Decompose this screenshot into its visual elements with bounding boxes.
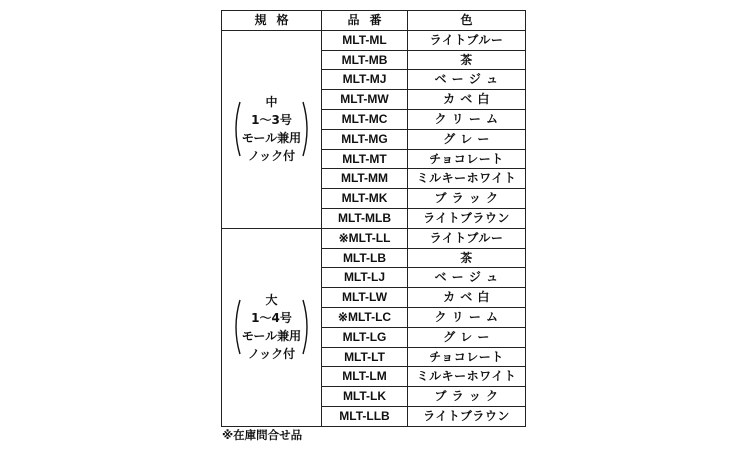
product-code: MLT-LT xyxy=(322,347,408,367)
spec-cell xyxy=(222,30,322,228)
product-code: ※MLT-LL xyxy=(322,228,408,248)
product-color: チョコレート xyxy=(408,149,526,169)
table-row xyxy=(222,30,526,50)
product-code: MLT-ML xyxy=(322,30,408,50)
product-code: MLT-LJ xyxy=(322,268,408,288)
product-color: 茶 xyxy=(408,50,526,70)
product-color: グ レ ー xyxy=(408,129,526,149)
spec-line: ノック付 xyxy=(247,346,296,361)
table-body xyxy=(222,30,526,426)
product-color: ライトブルー xyxy=(408,228,526,248)
paren-right-icon xyxy=(302,101,312,157)
product-code: MLT-MJ xyxy=(322,70,408,90)
product-code: ※MLT-LC xyxy=(322,307,408,327)
paren-left-icon xyxy=(231,299,241,355)
product-code: MLT-MW xyxy=(322,90,408,110)
product-code: MLT-LM xyxy=(322,367,408,387)
header-row xyxy=(222,11,526,31)
product-code: MLT-LB xyxy=(322,248,408,268)
product-color: ブ ラ ッ ク xyxy=(408,189,526,209)
spec-label xyxy=(233,291,310,363)
paren-right-icon xyxy=(302,299,312,355)
product-code: MLT-MG xyxy=(322,129,408,149)
spec-line: 大 xyxy=(265,292,278,307)
product-color: ク リ ー ム xyxy=(408,109,526,129)
header-color: 色 xyxy=(408,11,526,31)
product-color: ライトブルー xyxy=(408,30,526,50)
product-code: MLT-LG xyxy=(322,327,408,347)
product-code: MLT-LLB xyxy=(322,406,408,426)
product-code: MLT-MB xyxy=(322,50,408,70)
product-code: MLT-MT xyxy=(322,149,408,169)
paren-left-icon xyxy=(231,101,241,157)
product-code: MLT-MLB xyxy=(322,208,408,228)
product-color: ブ ラ ッ ク xyxy=(408,387,526,407)
table-row xyxy=(222,228,526,248)
product-color: ク リ ー ム xyxy=(408,307,526,327)
spec-line: ノック付 xyxy=(247,148,296,163)
spec-line: モール兼用 xyxy=(241,328,302,343)
product-color: カ ベ 白 xyxy=(408,90,526,110)
product-color: ミルキーホワイト xyxy=(408,367,526,387)
spec-line: 1〜3号 xyxy=(251,112,292,127)
spec-cell xyxy=(222,228,322,426)
product-color: ライトブラウン xyxy=(408,208,526,228)
spec-table xyxy=(221,10,526,427)
product-color: カ ベ 白 xyxy=(408,288,526,308)
product-color: ベ ー ジ ュ xyxy=(408,70,526,90)
product-color: ミルキーホワイト xyxy=(408,169,526,189)
spec-label xyxy=(233,93,310,165)
header-spec: 規格 xyxy=(222,11,322,31)
header-code: 品番 xyxy=(322,11,408,31)
product-color: ライトブラウン xyxy=(408,406,526,426)
product-code: MLT-MK xyxy=(322,189,408,209)
spec-line: 1〜4号 xyxy=(251,310,292,325)
spec-line: モール兼用 xyxy=(241,130,302,145)
footnote: ※在庫問合せ品 xyxy=(222,428,303,442)
product-code: MLT-LK xyxy=(322,387,408,407)
product-code: MLT-MM xyxy=(322,169,408,189)
product-color: 茶 xyxy=(408,248,526,268)
product-code: MLT-LW xyxy=(322,288,408,308)
product-color: ベ ー ジ ュ xyxy=(408,268,526,288)
product-color: チョコレート xyxy=(408,347,526,367)
product-color: グ レ ー xyxy=(408,327,526,347)
product-code: MLT-MC xyxy=(322,109,408,129)
spec-line: 中 xyxy=(265,94,278,109)
